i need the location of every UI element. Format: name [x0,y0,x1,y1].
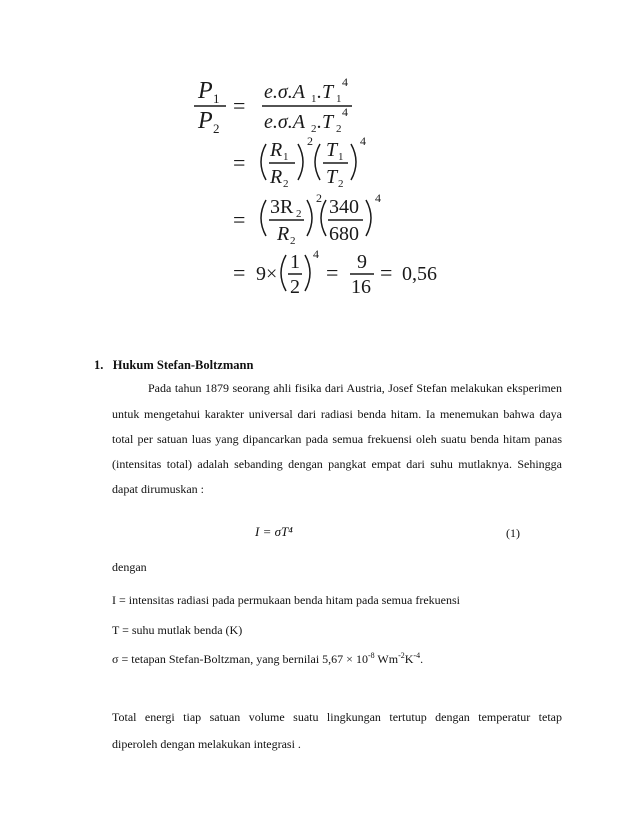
svg-text:2: 2 [311,123,317,135]
row1-denominator: e.σ.A [264,111,305,133]
lhs-p1: P [198,78,213,104]
svg-text:.T: .T [317,81,334,103]
paragraph-line: Pada tahun 1879 seorang ahli fisika dari Austria, Josef Stefan melakukan eksperimen [148,381,562,395]
svg-text:9: 9 [357,251,367,273]
svg-text:2: 2 [213,121,220,136]
svg-text:1: 1 [213,91,220,106]
svg-text:4: 4 [313,247,319,261]
svg-text:2: 2 [283,178,289,190]
svg-text:T: T [326,139,338,161]
svg-text:2: 2 [296,208,302,220]
dengan-label: dengan [112,560,147,574]
svg-text:1: 1 [311,93,317,105]
definition-sigma: σ = tetapan Stefan-Boltzman, yang bernilai $5,67 \times 10^{-8}$ $Wm^{-2}K^{-4}$. [112,651,424,666]
svg-text:T: T [326,166,338,188]
paragraph-line: dapat dirumuskan : [112,482,204,496]
paragraph-line: diperoleh dengan melakukan integrasi . [112,737,301,751]
svg-text:2: 2 [290,235,296,247]
svg-text:4: 4 [360,134,366,148]
svg-text:R: R [270,166,283,188]
svg-text:1: 1 [283,151,289,163]
svg-text:9×: 9× [256,263,278,285]
section-title: Hukum Stefan-Boltzmann [112,358,254,372]
paragraph-line: (intensitas total) adalah sebanding dengan pangkat empat dari suhu mutlaknya. Sehingga [112,457,562,471]
section-number: 1. [94,358,104,372]
svg-text:R: R [270,139,283,161]
paragraph-line: untuk mengetahui karakter universal dari radiasi benda hitam. Ia menemukan bahwa daya [112,407,562,421]
svg-text:2: 2 [338,178,344,190]
svg-text:4: 4 [342,105,348,119]
svg-text:4: 4 [375,191,381,205]
equals-4: = [233,260,246,285]
svg-text:340: 340 [329,196,359,218]
result-value: 0,56 [402,263,437,285]
svg-text:2: 2 [307,134,313,148]
svg-text:1: 1 [336,93,342,105]
definition-intensity: I = intensitas radiasi pada permukaan benda hitam pada semua frekuensi [112,593,460,607]
svg-text:1: 1 [290,251,300,273]
paragraph-line: total per satuan luas yang dipancarkan pada semua frekuensi oleh suatu benda hitam panas [112,432,562,446]
svg-text:1: 1 [338,151,344,163]
equals-3: = [233,207,246,232]
equation-number: (1) [506,526,520,540]
equals-1: = [233,93,246,118]
svg-text:R: R [277,223,290,245]
svg-text:680: 680 [329,223,359,245]
svg-text:4: 4 [342,75,348,89]
svg-text:=: = [326,260,339,285]
definition-temperature: T = suhu mutlak benda (K) [112,623,243,637]
svg-text:2: 2 [316,191,322,205]
svg-text:.T: .T [317,111,334,133]
lhs-p2: P [198,108,213,134]
svg-text:3R: 3R [270,196,294,218]
paragraph-line: Total energi tiap satuan volume suatu lingkungan tertutup dengan temperatur tetap [112,710,562,724]
row1-numerator: e.σ.A [264,81,305,103]
svg-text:2: 2 [290,276,300,297]
stefan-boltzmann-formula: I = σT⁴ [255,524,293,539]
equals-2: = [233,150,246,175]
section-heading [94,358,253,373]
svg-text:16: 16 [351,276,371,297]
svg-text:=: = [380,260,393,285]
ratio-derivation [180,72,470,297]
svg-text:2: 2 [336,123,342,135]
